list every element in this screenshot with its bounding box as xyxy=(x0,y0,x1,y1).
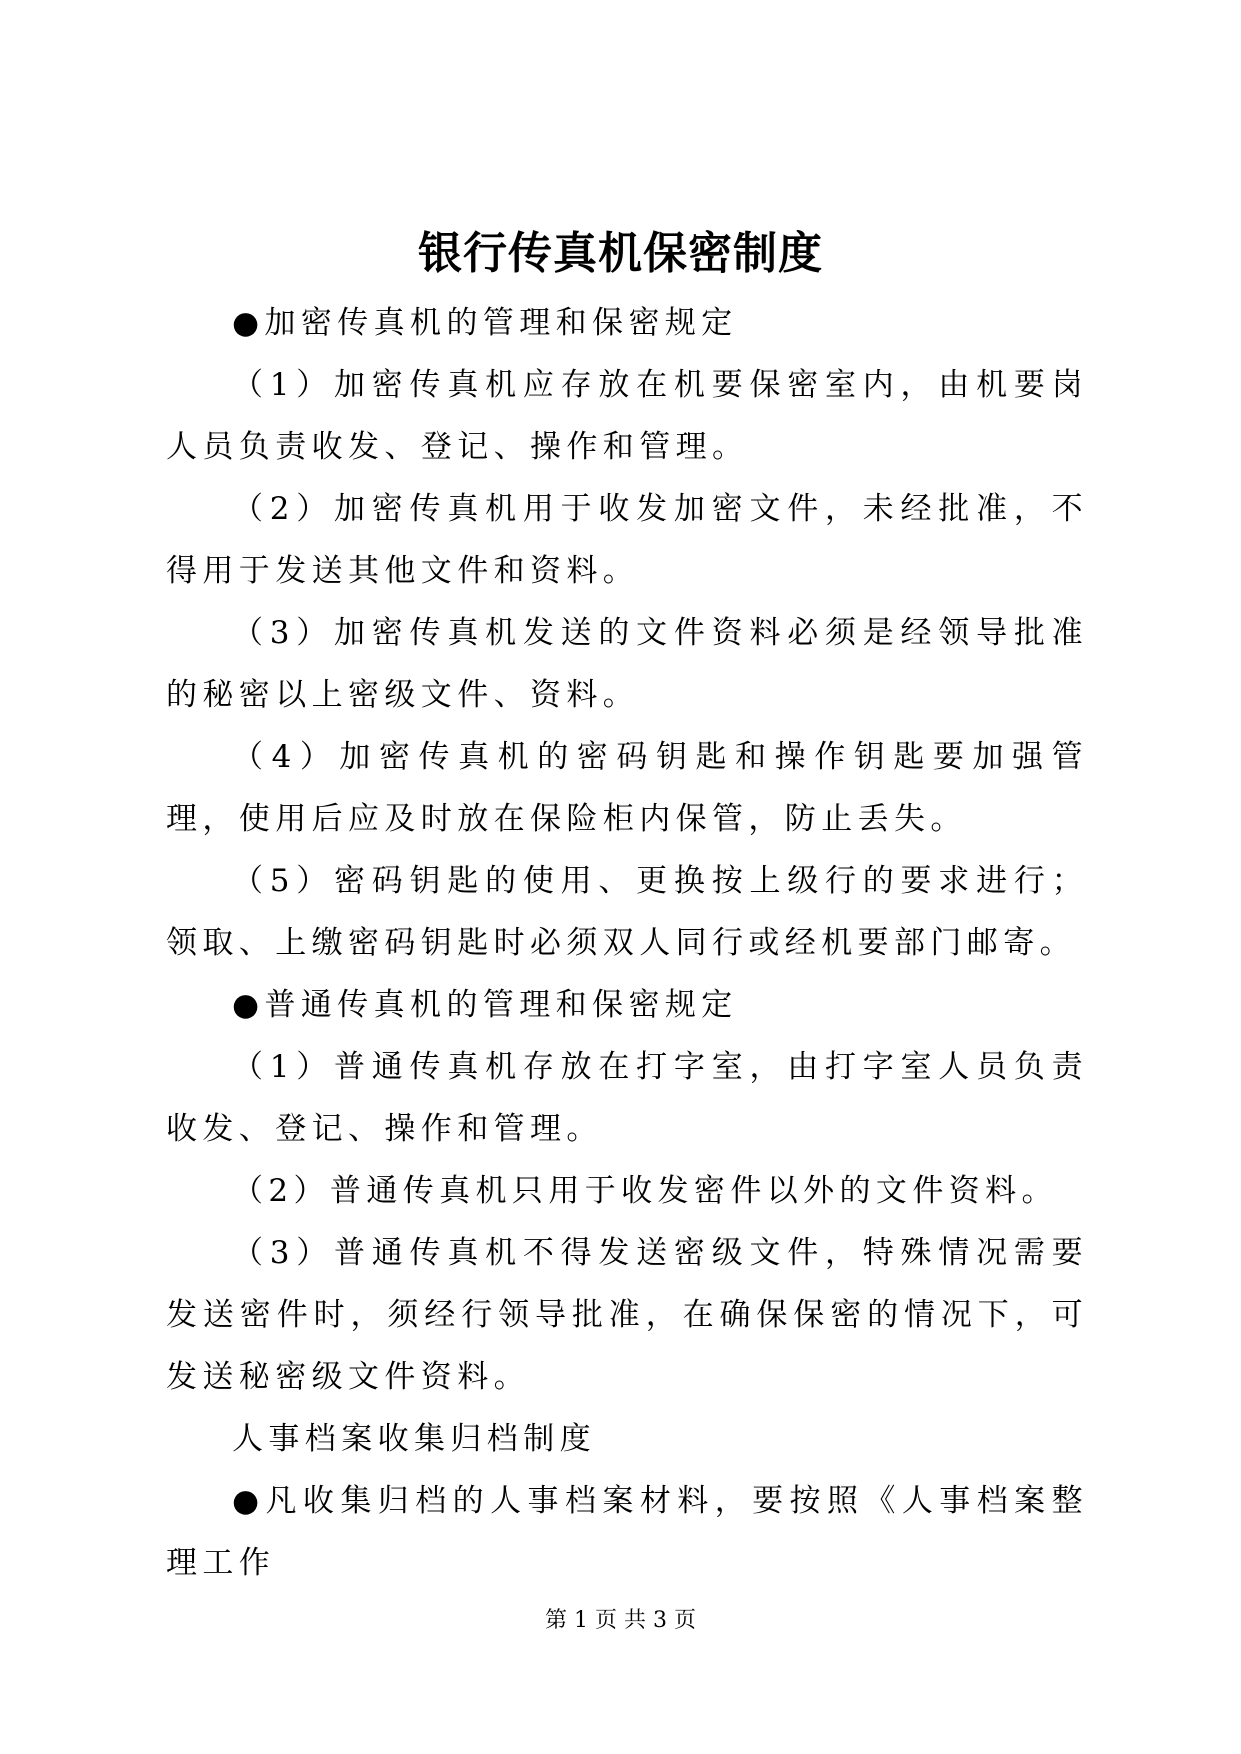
paragraph: （2）加密传真机用于收发加密文件，未经批准，不得用于发送其他文件和资料。 xyxy=(166,491,1088,589)
paragraph: （3）普通传真机不得发送密级文件，特殊情况需要发送密件时，须经行领导批准，在确保保密的情况下，可发送秘密级文件资料。 xyxy=(166,1235,1088,1395)
document-body xyxy=(166,292,1088,1594)
paragraph: ●凡收集归档的人事档案材料，要按照《人事档案整理工作 xyxy=(166,1483,1088,1581)
paragraph: （2）普通传真机只用于收发密件以外的文件资料。 xyxy=(232,1173,1058,1209)
paragraph: （1）加密传真机应存放在机要保密室内，由机要岗人员负责收发、登记、操作和管理。 xyxy=(166,367,1088,465)
document-title: 银行传真机保密制度 xyxy=(418,228,823,279)
section-heading-encrypted-fax: ●加密传真机的管理和保密规定 xyxy=(232,305,738,341)
section-heading-ordinary-fax: ●普通传真机的管理和保密规定 xyxy=(232,987,738,1023)
paragraph: （1）普通传真机存放在打字室，由打字室人员负责收发、登记、操作和管理。 xyxy=(166,1049,1088,1147)
section-title-personnel-archives: 人事档案收集归档制度 xyxy=(232,1421,596,1457)
page-footer: 第 1 页 共 3 页 xyxy=(545,1608,696,1633)
paragraph: （5）密码钥匙的使用、更换按上级行的要求进行；领取、上缴密码钥匙时必须双人同行或经机要部门邮寄。 xyxy=(166,863,1088,961)
paragraph: （3）加密传真机发送的文件资料必须是经领导批准的秘密以上密级文件、资料。 xyxy=(166,615,1088,713)
paragraph: （4）加密传真机的密码钥匙和操作钥匙要加强管理，使用后应及时放在保险柜内保管，防止丢失。 xyxy=(166,739,1088,837)
